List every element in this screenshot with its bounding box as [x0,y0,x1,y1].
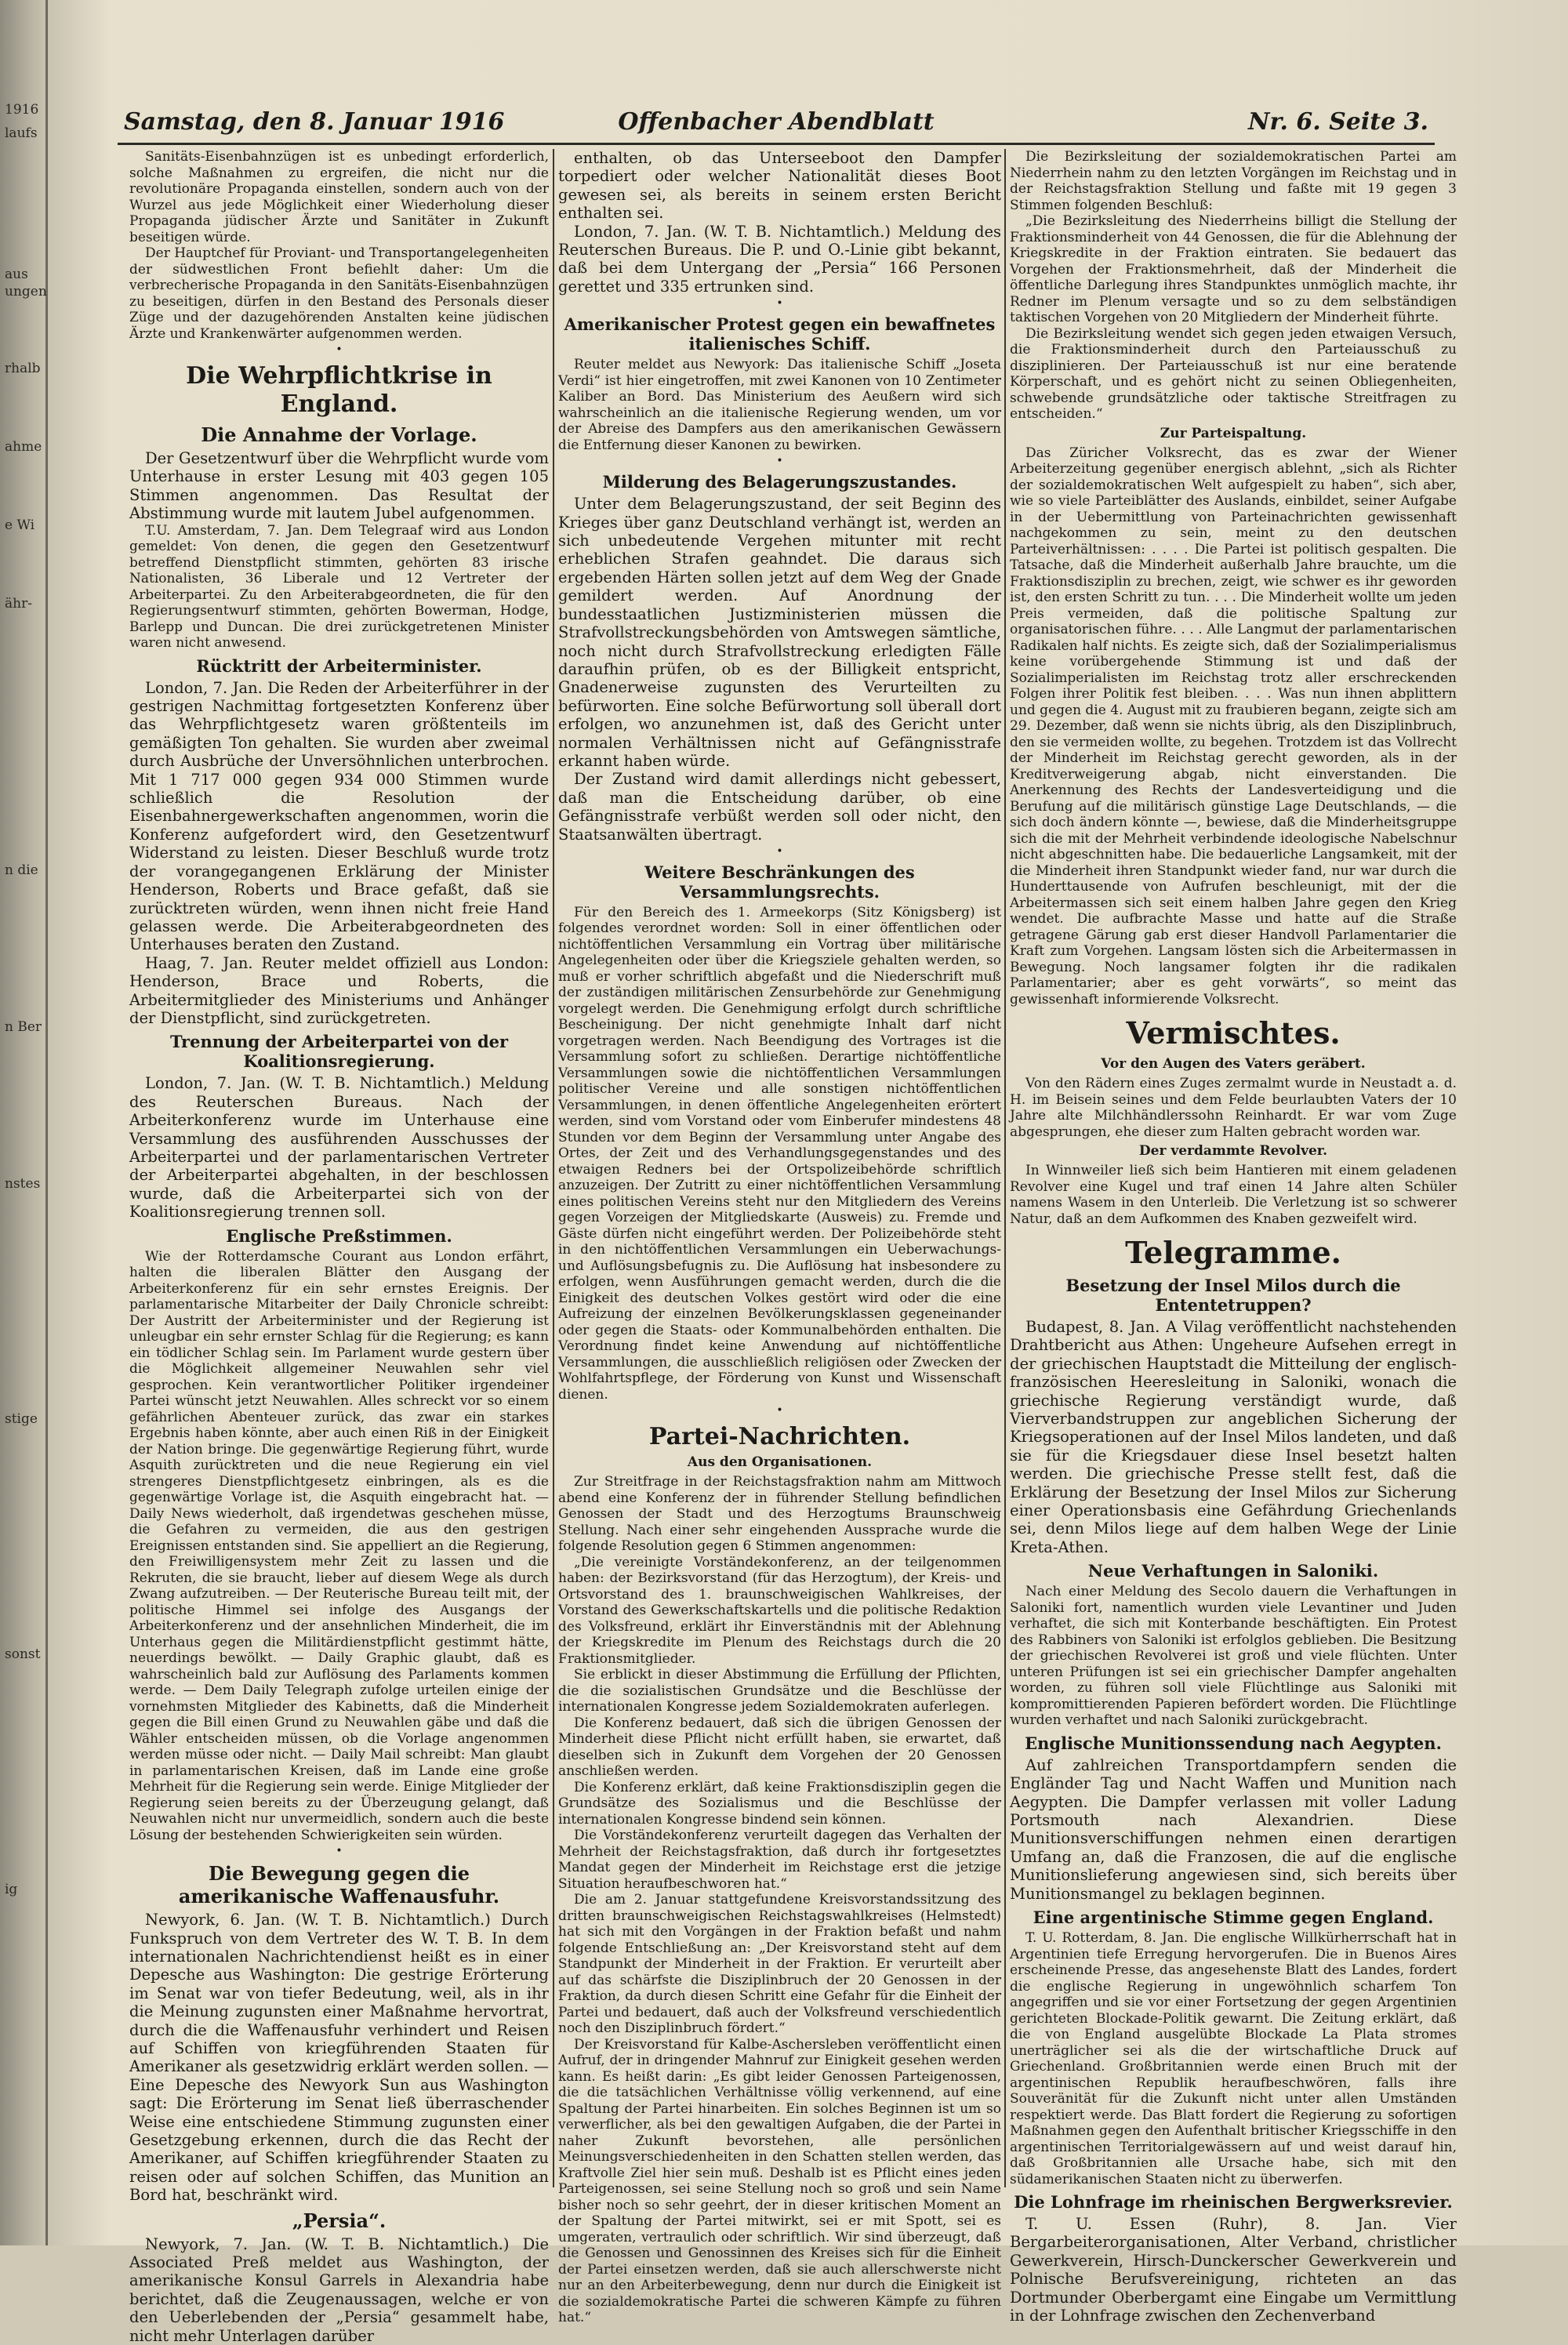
article-paragraph: Zur Streitfrage in der Reichstagsfraktion nahm am Mittwoch abend eine Konferenz der in führender Stellung befindlichen Genossen der Stadt und des Herzogtums Braunschweig Stellung. Nach einer sehr eingehenden Aussprache wurde die folgende Resolution gegen 6 Stimmen angenommen: [558,1474,1001,1555]
article-paragraph: Reuter meldet aus Newyork: Das italienische Schiff „Joseta Verdi“ ist hier eingetroffen, mit zwei Kanonen von 10 Zentimeter Kaliber an Bord. Das Ministerium des Aeußern wird sich wahrscheinlich an die italienische Regierung wenden, um vor der Abreise des Dampfers aus den amerikanischen Gewässern die Entfernung dieser Kanonen zu bewirken. [558,357,1001,453]
article-paragraph: Der Hauptchef für Proviant- und Transportangelegenheiten der südwestlichen Front befiehlt daher: Um die verbrecherische Propaganda in den Sanitäts-Eisenbahnzügen zu beseitigen, dürfen in den Bestand des Personals dieser Züge und der dazugehörenden Anstalten keine jüdischen Ärzte und Krankenwärter aufgenommen werden. [129,245,549,342]
article-paragraph: Für den Bereich des 1. Armeekorps (Sitz Königsberg) ist folgendes verordnet worden: Soll in einer öffentlichen oder nichtöffentlichen Versammlung ein Vortrag über militärische Angelegenheiten oder über die Kriegsziele gehalten werden, so muß er vorher schriftlich abgefaßt und die Niederschrift muß der zuständigen militärischen Zensurbehörde zur Genehmigung vorgelegt werden. Die Genehmigung erfolgt durch schriftliche Bescheinigung. Der nicht genehmigte Inhalt darf nicht vorgetragen werden. Nach Beendigung des Vortrages ist die Versammlung sofort zu schließen. Derartige nichtöffentliche Versammlungen sowie die nichtöffentlichen Versammlungen politischer Vereine und alle sonstigen nichtöffentlichen Versammlungen, in denen öffentliche Angelegenheiten erörtert werden, sind vom Vorstand oder vom Einberufer mindestens 48 Stunden vor dem Beginn der Versammlung unter Angabe des Ortes, der Zeit und des Verhandlungsgegenstandes und des etwaigen Redners bei der Ortspolizeibehörde schriftlich anzuzeigen. Der Zutritt zu einer nichtöffentlichen Versammlung eines politischen Vereins steht nur den Mitgliedern des Vereins gegen Vorzeigen der Mitgliedskarte (Ausweis) zu. Fremde und Gäste dürfen nicht eingeführt werden. Der Polizeibehörde steht in den nichtöffentlichen Versammlungen ein Ueberwachungs- und Auflösungsbefugnis zu. Die Auflösung hat insbesondere zu erfolgen, wenn Ausführungen gemacht werden, durch die die Einigkeit des deutschen Volkes gestört wird oder die eine Aufreizung der einzelnen Bevölkerungsklassen gegeneinander oder gegen die Staats- oder Kommunalbehörden enthalten. Die Verordnung findet keine Anwendung auf nichtöffentliche Versammlungen, die ausschließlich religiösen oder Zwecken der Wohlfahrtspflege, der Förderung von Kunst und Wissenschaft dienen. [558,904,1001,1403]
section-subheadline: Aus den Organisationen. [687,1454,873,1471]
article-paragraph: „Die Bezirksleitung des Niederrheins billigt die Stellung der Fraktionsminderheit von 44 Genossen, die für die Ablehnung der Kriegskredite in der Fraktion eintraten. Sie bedauert das Vorgehen der Fraktionsmehrheit, daß der Minderheit die öffentliche Darlegung ihres Standpunktes unmöglich machte, ihr Redner im Plenum versagte und so zu dem selbständigen taktischen Vorgehen von 20 Mitgliedern der Minderheit führte. [1010,213,1457,325]
separator: • [336,343,343,356]
strip-fragment: laufs [5,125,38,141]
separator: • [776,455,783,468]
strip-fragment: rhalb [5,361,41,376]
strip-fragment: ahme [5,439,42,455]
column-3 [1010,149,1457,2325]
article-paragraph: T.U. Amsterdam, 7. Jan. Dem Telegraaf wird aus London gemeldet: Von denen, die gegen den Gesetzentwurf betreffend Dienstpflicht stimmten, gehörten 83 irische Nationalisten, 36 Liberale und 12 Vertreter der Arbeiterpartei. Zu den Arbeiterabgeordneten, die für den Regierungsentwurf stimmten, gehörten Bowerman, Hodge, Barlepp und Duncan. Die drei zurückgetretenen Minister waren nicht anwesend. [129,522,549,652]
article-paragraph: Die Bezirksleitung der sozialdemokratischen Partei am Niederrhein nahm zu den letzten Vorgängen im Reichstag und in der Reichstagsfraktion Stellung und faßte mit 19 gegen 3 Stimmen folgenden Beschluß: [1010,149,1457,213]
article-paragraph: Von den Rädern eines Zuges zermalmt wurde in Neustadt a. d. H. im Beisein seines und dem Felde beurlaubten Vaters der 10 Jahre alte Milchhändlerssohn Reinhardt. Er war vom Zuge abgesprungen, ehe dieser zum Halten gebracht worden war. [1010,1076,1457,1140]
column-1 [129,149,549,2345]
article-paragraph: Newyork, 6. Jan. (W. T. B. Nichtamtlich.) Durch Funkspruch von dem Vertreter des W. T. B. In dem internationalen Nachrichtendienst heißt es in einer Depesche aus Washington: Die gestrige Erörterung im Senat war von tiefer Bedeutung, weil, als in ihr die Meinung zugunsten einer Maßnahme hervortrat, durch die die Waffenausfuhr verhindert und Reisen auf Schiffen von kriegführenden Staaten für Amerikaner als gesetzwidrig erklärt werden sollen. — Eine Depesche des Newyork Sun aus Washington sagt: Die Erörterung im Senat ließ überraschender Weise eine entschiedene Stimmung zugunsten einer Gesetzgebung erkennen, durch die das Recht der Amerikaner, auf Schiffen kriegführender Staaten zu reisen oder auf solchen Schiffen, das Munition an Bord hat, beschränkt wird. [129,1911,549,2205]
strip-fragment: n Ber [5,1019,42,1035]
article-subheadline: Vor den Augen des Vaters geräbert. [1101,1056,1366,1072]
strip-fragment: aus [5,267,28,282]
separator: • [336,1845,343,1858]
article-headline: Amerikanischer Protest gegen ein bewaffnetes italienisches Schiff. [564,314,996,354]
page-header [118,103,1435,145]
article-headline: Milderung des Belagerungszustandes. [602,472,957,492]
article-headline: Neue Verhaftungen in Saloniki. [1087,1561,1379,1581]
article-paragraph: London, 7. Jan. (W. T. B. Nichtamtlich.) Meldung des Reuterschen Bureaus. Die P. und O.-Linie gibt bekannt, daß bei dem Untergang der „Persia“ 166 Personen gerettet und 335 ertrunken sind. [558,222,1001,296]
section-headline: Partei-Nachrichten. [648,1423,911,1451]
article-paragraph: Der Gesetzentwurf über die Wehrpflicht wurde vom Unterhause in erster Lesung mit 403 gegen 105 Stimmen angenommen. Das Resultat der Abstimmung wurde mit lautem Jubel aufgenommen. [129,449,549,523]
strip-fragment: 1916 [5,102,39,118]
separator: • [776,844,783,858]
strip-fragment: ungen [5,284,47,299]
article-headline: Besetzung der Insel Milos durch die Ententetruppen? [1065,1276,1401,1315]
article-paragraph: Nach einer Meldung des Secolo dauern die Verhaftungen in Saloniki fort, namentlich wurden viele Levantiner und Juden verhaftet, die sich mit Konterbande beschäftigten. Ein Protest des Rabbiners von Saloniki ist erfolglos geblieben. Die Besitzung der griechischen Revolverei ist groß und viele flüchten. Unter unteren Prüfungen ist sei ein griechischer Dampfer angehalten worden, zu führen soll viele Flüchtlinge aus Saloniki mit kompromittierenden Papieren befördert worden. Die Flüchtlinge wurden verhaftet und nach Saloniki zurückgebracht. [1010,1584,1457,1729]
article-subheadline: Englische Preßstimmen. [226,1225,452,1246]
binding-shadow [47,0,110,2245]
column-2 [558,149,1001,2326]
strip-fragment: nstes [5,1176,41,1192]
column-rule [553,149,554,2187]
newspaper-title: Offenbacher Abendblatt [618,108,935,136]
article-paragraph: Das Züricher Volksrecht, das es zwar der Wiener Arbeiterzeitung gegenüber energisch ablehnt, „sich als Richter der sozialdemokratischen Welt aufgespielt zu haben“, sich aber, wie so viele Parteiblätter des Auslands, einbildet, seiner Aufgabe in der Uebermittlung von Parteinachrichten gewissenhaft nachgekommen zu sein, meint zu den deutschen Parteiverhältnissen: . . . . Die Partei ist politisch gespalten. Die Tatsache, daß die Minderheit außerhalb Jahre brauchte, um die Fraktionsdisziplin zu brechen, zeigt, wie schwer es ihr geworden ist, den ersten Schritt zu tun. . . . Die Minderheit wollte um jeden Preis vermeiden, daß die politische Spaltung zur organisatorischen führe. . . . Alle Langmut der parlamentarischen Radikalen half nichts. Es zeigte sich, daß der Sozialimperialismus keine vorübergehende Stimmung ist und daß der Sozialimperialisten im Reichstag trotz aller erschreckenden Folgen ihrer Politik fest bleiben. . . . Was nun ihnen abplittern und gegen die 4. August mit zu fraubieren begann, zeigte sich am 29. Dezember, daß wenn sie nichts übrig, als den Disziplinbruch, den sie vermeiden wollte, zu begehen. Trotzdem ist das Vollrecht der Minderheit im Reichstag gerecht geworden, als in der Kreditverweigerung abgab, nicht einverstanden. Die Anerkennung des Rechts der Landesverteidigung und die Berufung auf die militärisch günstige Lage Deutschlands, — die sich doch ändern könnte —, bewiese, daß die Minderheitsgruppe sich die mit der Mehrheit verbindende ideologische Nabelschnur nicht abgeschnitten habe. Die bedauerliche Langsamkeit, mit der die Minderheit ihren Standpunkt wieder fand, nur war durch die Hunderttausende von Aufrufen beschleunigt, mit der die Arbeitermassen sich seit einem halben Jahre gegen den Krieg wendet. Die aufbrachte Masse und hatte auf die Straße getragene Gärung gab erst dieser Handvoll Parlamentarier die Kraft zum Vorgehen. Langsam lösten sich die Arbeitermassen in Bewegung. Noch langsamer folgten ihr die radikalen Parlamentarier; aber es geht vorwärts“, so meint das gewissenhaft informierende Volksrecht. [1010,445,1457,1007]
strip-fragment: e Wi [5,517,35,533]
article-subheadline: Die Annahme der Vorlage. [201,423,477,446]
article-paragraph: Sanitäts-Eisenbahnzügen ist es unbedingt erforderlich, solche Maßnahmen zu ergreifen, die nicht nur die revolutionäre Propaganda einstellen, sondern auch von der Wurzel aus jede Möglichkeit einer Wiederholung dieser Propaganda jüdischer Ärzte und Sanitäter in Zukunft beseitigen würde. [129,149,549,245]
strip-fragment: ig [5,1882,18,1897]
article-paragraph: Unter dem Belagerungszustand, der seit Beginn des Krieges über ganz Deutschland verhängt ist, werden an sich unbedeutende Vergehen mitunter mit recht erheblichen Strafen geahndet. Die daraus sich ergebenden Härten sollen jetzt auf dem Weg der Gnade gemildert werden. Auf Anordnung der bundesstaatlichen Justizministerien müssen die Strafvollstreckungsbehörden von Amtswegen sämtliche, noch nicht durch Strafvollstreckung erledigten Fälle daraufhin prüfen, ob es der Billigkeit entspricht, Gnadenerweise zugunsten des Verurteilten zu befürworten. Eine solche Befürwortung soll überall dort erfolgen, wo anzunehmen ist, daß des Gericht unter normalen Verhältnissen nicht auf Gefängnisstrafe erkannt haben würde. [558,495,1001,770]
article-headline: Englische Munitionssendung nach Aegypten. [1025,1733,1442,1753]
article-subheadline: Rücktritt der Arbeiterminister. [196,655,482,676]
article-paragraph: Sie erblickt in dieser Abstimmung die Erfüllung der Pflichten, die die sozialistischen Grundsätze und die Beschlüsse der internationalen Kongresse jedem Sozialdemokraten auferlegen. [558,1667,1001,1715]
article-paragraph: London, 7. Jan. (W. T. B. Nichtamtlich.) Meldung des Reuterschen Bureaus. Nach der Arbeiterkonferenz wurde im Unterhause eine Versammlung des ausführenden Ausschusses der Arbeiterpartei und der parlamentarischen Vertreter der Arbeiterpartei abgehalten, in der beschlossen wurde, daß die Arbeiterpartei sich von der Koalitionsregierung trennen soll. [129,1074,549,1222]
article-paragraph: T. U. Rotterdam, 8. Jan. Die englische Willkürherrschaft hat in Argentinien tiefe Erregung hervorgerufen. Die in Buenos Aires erscheinende Presse, das angesehenste Blatt des Landes, fordert die englische Regierung in ungewöhnlich scharfem Ton angegriffen und sie vor einer Fortsetzung der gegen Argentinien gerichteten Blockade-Politik gewarnt. Die Zeitung erklärt, daß die von England ausgelübte Blockade La Plata stromes unerträglicher sei als die der wirtschaftliche Druck auf Griechenland. Großbritannien werde einen Bruch mit der argentinischen Republik heraufbeschwören, falls ihre Souveränität für die Zukunft nicht unter allen Umständen respektiert werde. Das Blatt fordert die Regierung zu sofortigen Maßnahmen gegen den Aufenthalt britischer Kriegsschiffe in den argentinischen Territorialgewässern auf und weist darauf hin, daß Großbritannien alle Ursache habe, sich mit den südamerikanischen Staaten nicht zu überwerfen. [1010,1930,1457,2187]
issue-date: Samstag, den 8. Januar 1916 [124,108,505,136]
article-paragraph: In Winnweiler ließ sich beim Hantieren mit einem geladenen Revolver eine Kugel und traf einen 14 Jahre alten Schüler namens Wasem in den Unterleib. Die Verletzung ist so schwerer Natur, daß an dem Aufkommen des Knaben gezweifelt wird. [1010,1163,1457,1227]
page-number: Nr. 6. Seite 3. [1248,108,1428,136]
article-paragraph: „Die vereinigte Vorständekonferenz, an der teilgenommen haben: der Bezirksvorstand (für das Herzogtum), der Kreis- und Ortsvorstand des 1. braunschweigischen Wahlkreises, der Vorstand des Gewerkschaftskartells und die politische Redaktion des Volksfreund, erklärt ihr Einverständnis mit der Ablehnung der Kriegskredite im Plenum des Reichstags durch die 20 Fraktionsmitglieder. [558,1554,1001,1667]
article-headline: Die Bewegung gegen die amerikanische Waffenausfuhr. [178,1862,500,1908]
article-paragraph: Die Konferenz erklärt, daß keine Fraktionsdisziplin gegen die Grundsätze des Sozialismus und die Beschlüsse der internationalen Kongresse bindend sein können. [558,1779,1001,1828]
article-paragraph: Der Kreisvorstand für Kalbe-Aschersleben veröffentlicht einen Aufruf, der in dringender Mahnruf zur Einigkeit gesehen werden kann. Es heißt darin: „Es gibt leider Genossen Parteigenossen, die die tatsächlichen Verhältnisse völlig verkennend, auf eine Spaltung der Partei hinarbeiten. Ein solches Beginnen ist um so verwerflicher, als bei den gewaltigen Aufgaben, die der Partei in naher Zukunft bevorstehen, alle persönlichen Meinungsverschiedenheiten in den Schatten stellen werden, das Kraftvolle Ziel hier sein muß. Deshalb ist es Pflicht eines jeden Parteigenossen, sei seine Stellung noch so groß und sein Name bisher noch so sehr geehrt, der in dieser kritischen Moment an der Spaltung der Partei mitwirkt, sei er mit Spott, sei es umgeraten, vertraulich oder schriftlich. Wir sind überzeugt, daß die Genossen und Genossinnen des Kreises sich für die Einheit der Partei einsetzen werden, daß sie auch allerschwerste nicht nur an den Arbeiterbewegung, denn nur durch die Einigkeit ist die sozialdemokratische Partei die schweren Kämpfe zu führen hat.“ [558,2036,1001,2326]
article-subheadline: Trennung der Arbeiterpartei von der Koalitionsregierung. [169,1032,509,1072]
article-paragraph: Die am 2. Januar stattgefundene Kreisvorstandssitzung des dritten braunschweigischen Reichstagswahlkreises (Helmstedt) hat sich mit den Vorgängen in der Fraktion befaßt und nahm folgende Entschließung an: „Der Kreisvorstand steht auf dem Standpunkt der Minderheit in der Fraktion. Er verurteilt aber auf das schärfste die Disziplinbruch der 20 Genossen in der Fraktion, da durch diesen Schritt eine Gefahr für die Einheit der Partei und bedauert, daß auch der Volksfreund verschiedentlich noch den Disziplinbruch fördert.“ [558,1892,1001,2037]
separator: • [776,297,783,310]
article-paragraph: T. U. Essen (Ruhr), 8. Jan. Vier Bergarbeiterorganisationen, Alter Verband, christlicher Gewerkverein, Hirsch-Dunckerscher Gewerkverein und Polnische Berufsvereinigung, richteten an das Dortmunder Oberbergamt eine Eingabe um Vermittlung in der Lohnfrage zwischen den Zechenverband [1010,2215,1457,2325]
strip-fragment: sonst [5,1646,41,1662]
article-paragraph: London, 7. Jan. Die Reden der Arbeiterführer in der gestrigen Nachmittag fortgesetzten Konferenz über das Wehrpflichtgesetz waren größtenteils im gemäßigten Ton gehalten. Sie wurden aber zweimal durch Ausbrüche der Unversöhnlichen unterbrochen. Mit 1 717 000 gegen 934 000 Stimmen wurde schließlich die Resolution der Eisenbahnergewerkschaften angenommen, worin die Konferenz aufgefordert wird, den Gesetzentwurf Widerstand zu leisten. Dieser Beschluß wurde trotz der vorangegangenen Erklärung der Minister Henderson, Roberts und Brace gefaßt, daß sie zurücktreten würden, wenn ihnen nicht freie Hand gelassen werde. Die Arbeiterabgeordneten des Unterhauses beraten den Zustand. [129,678,549,954]
article-paragraph: Haag, 7. Jan. Reuter meldet offiziell aus London: Henderson, Brace und Roberts, die Arbeitermitglieder des Ministeriums und Anhänger der Dienstpflicht, sind zurückgetreten. [129,953,549,1027]
separator: • [776,1404,783,1418]
article-headline: Die Lohnfrage im rheinischen Bergwerksrevier. [1014,2192,1453,2213]
article-paragraph: Auf zahlreichen Transportdampfern senden die Engländer Tag und Nacht Waffen und Munition nach Aegypten. Die Dampfer verlassen mit voller Ladung Portsmouth nach Alexandrien. Diese Munitionsverschiffungen nehmen einen derartigen Umfang an, daß die Franzosen, die auf die englische Munitionslieferung angewiesen sind, sich bereits über Munitionsmangel zu beklagen beginnen. [1010,1755,1457,1903]
article-paragraph: Der Zustand wird damit allerdings nicht gebessert, daß man die Entscheidung darüber, ob eine Gefängnisstrafe verbüßt werden soll oder nicht, den Staatsanwälten übertragt. [558,770,1001,844]
article-subheadline: Der verdammte Revolver. [1138,1143,1328,1159]
article-paragraph: Budapest, 8. Jan. A Vilag veröffentlicht nachstehenden Drahtbericht aus Athen: Ungeheure Aufsehen erregt in der griechischen Hauptstadt die Mitteilung der englisch-französischen Heeresleitung in Saloniki, wonach die griechische Regierung verständigt wurde, daß Vierverbandstruppen zur angeblichen Sicherung der Kriegsoperationen auf der Insel Milos landeten, und daß sie für die Kriegsdauer diese Insel besetzt halten werden. Die griechische Presse stellt fest, daß die Erklärung der Besetzung der Insel Milos zur Sicherung einer Operationsbasis eine Gefährdung Griechenlands sei, denn Milos liege auf dem halben Wege der Linie Kreta-Athen. [1010,1318,1457,1556]
strip-fragment: n die [5,862,38,878]
article-paragraph: Newyork, 7. Jan. (W. T. B. Nichtamtlich.) Die Associated Preß meldet aus Washington, der amerikanische Konsul Garrels in Alexandria habe berichtet, daß die Zeugenaussagen, welche er von den Ueberlebenden der „Persia“ gesammelt habe, nicht mehr Unterlagen darüber [129,2234,549,2345]
article-paragraph: Wie der Rotterdamsche Courant aus London erfährt, halten die liberalen Blätter den Ausgang der Arbeiterkonferenz für ein sehr ernstes Ereignis. Der parlamentarische Mitarbeiter der Daily Chronicle schreibt: Der Austritt der Arbeiterminister und der Regierung ist unleugbar ein sehr ernster Schlag für die Regierung; es kann ein tödlicher Schlag sein. Im Parlament wurde gestern über die Möglichkeit allgemeiner Neuwahlen sehr viel gesprochen. Kein verantwortlicher Politiker irgendeiner Partei wünscht jetzt Neuwahlen. Alles schreckt vor so einem gefährlichen Abenteuer zurück, das zwar ein starkes Ergebnis haben könnte, aber auch einen Riß in der Einigkeit der Nation bringe. Die gegenwärtige Regierung führt, wurde Asquith zurücktreten und die neue Regierung ein viel strengeres Dienstpflichtgesetz einbringen, als es die gegenwärtige Vorlage ist, die Asquith eingebracht hat. — Daily News wiederholt, daß irgendetwas geschehen müsse, die Gefahren zu vermeiden, die aus den gestrigen Ereignissen entstanden sind. Sie appelliert an die Regierung, den Freiwilligensystem mehr Zeit zu lassen und die Rekruten, die sie braucht, lieber auf diesem Wege als durch Zwang aufzutreiben. — Der Reuterische Bureau teilt mit, der politische Himmel sei infolge des Ausgangs der Arbeiterkonferenz und der ansehnlichen Minderheit, die im Unterhaus gegen die Militärdienstpflicht gestimmt hätte, neuerdings bewölkt. — Daily Graphic glaubt, daß es wahrscheinlich bald zur Auflösung des Parlaments kommen werde. — Dem Daily Telegraph zufolge urteilen einige der vornehmsten Mitglieder des Kabinetts, daß die Minderheit gegen die Bill einen Grund zu Neuwahlen gäbe und daß die Wähler entscheiden müssen, ob die Vorlage angenommen werden müsse oder nicht. — Daily Mail schreibt: Man glaubt in parlamentarischen Kreisen, daß im Lande eine große Mehrheit für die Regierung sein werde. Einige Mitglieder der Regierung seien bereits zu der Überzeugung gelangt, daß Neuwahlen nicht nur unvermeidlich, sondern auch die beste Lösung der bestehenden Schwierigkeiten sein würden. [129,1248,549,1843]
adjacent-page-strip [0,0,48,2245]
article-paragraph: enthalten, ob das Unterseeboot den Dampfer torpediert oder welcher Nationalität dieses Boot gewesen sei, als bereits in seinem ersten Bericht enthalten sei. [558,149,1001,223]
article-subheadline: Zur Parteispaltung. [1160,425,1307,441]
section-headline: Telegramme. [1125,1235,1341,1270]
article-headline: Weitere Beschränkungen des Versammlungsrechts. [644,862,915,902]
article-paragraph: Die Konferenz bedauert, daß sich die übrigen Genossen der Minderheit diese Pflicht nicht erfüllt haben, sie erwartet, daß dieselben sich in Zukunft dem Vorgehen der 20 Genossen anschließen werden. [558,1715,1001,1780]
article-headline: Die Wehrpflichtkrise in England. [186,362,492,418]
column-rule [1004,149,1006,2187]
article-headline: „Persia“. [292,2209,387,2232]
article-headline: Eine argentinische Stimme gegen England. [1033,1908,1434,1928]
article-paragraph: Die Bezirksleitung wendet sich gegen jeden etwaigen Versuch, die Fraktionsminderheit durch den Parteiausschuß zu disziplinieren. Der Parteiausschuß ist nur eine beratende Körperschaft, und es gehört nicht zu seinen Obliegenheiten, schwebende grundsätzliche oder taktische Streitfragen zu entscheiden.“ [1010,325,1457,422]
section-headline: Vermischtes. [1126,1015,1341,1051]
article-paragraph: Die Vorständekonferenz verurteilt dagegen das Verhalten der Mehrheit der Reichstagsfraktion, daß durch ihr fortgesetztes Mandat gegen der Minderheit im Reichstage erst die jetzige Situation heraufbeschworen hat.“ [558,1828,1001,1892]
strip-fragment: ähr- [5,596,32,612]
strip-fragment: stige [5,1411,38,1427]
